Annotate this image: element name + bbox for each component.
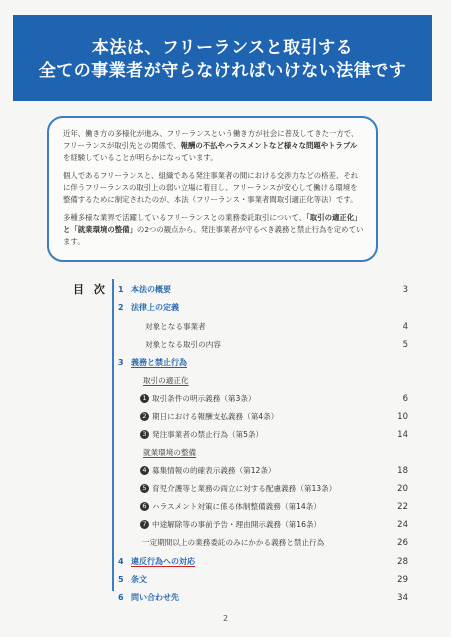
circled-number-icon: 4 [140,466,149,475]
toc-heading: 目 次 [73,283,108,296]
toc-item-page: 6 [402,394,408,404]
toc-item-page: 22 [397,502,408,512]
toc-item-page: 29 [397,575,408,585]
toc-item-page: 20 [397,484,408,494]
toc-item-label: 期日における報酬支払義務（第4条） [152,412,279,421]
toc-item-page: 3 [402,285,408,295]
page-number: 2 [222,614,229,623]
toc-item-3[interactable] [118,356,408,370]
banner-line-2: 全ての事業者が守らなければいけない法律です [38,61,407,81]
banner-line-1: 本法は、フリーランスと取引する [91,38,354,58]
toc-item-label: 取引条件の明示義務（第3条） [152,394,256,403]
toc-item-target-business[interactable] [145,320,408,334]
toc-item-5[interactable] [118,573,408,587]
toc-item-label: 対象となる取引の内容 [145,340,221,349]
intro-p1-bold: 報酬の不払やハラスメントなど様々な問題やトラブル [180,141,358,150]
toc-item-page: 18 [397,466,408,476]
toc-section-label: 取引の適正化 [143,376,189,385]
toc-item-label: 問い合わせ先 [131,593,179,602]
toc-item-label: 一定期間以上の業務委託のみにかかる義務と禁止行為 [142,538,325,547]
toc-item-art12[interactable] [140,464,408,478]
toc-item-art3[interactable] [140,392,408,406]
toc-item-1[interactable] [118,283,408,297]
toc-item-6[interactable] [118,591,408,605]
toc-item-page: 24 [397,520,408,530]
toc-item-label: 違反行為への対応 [131,557,195,566]
circled-number-icon: 6 [140,502,149,511]
toc-item-2[interactable] [118,301,408,315]
toc-item-page: 14 [397,430,408,440]
toc-item-label: 中途解除等の事前予告・理由開示義務（第16条） [152,520,322,529]
toc-item-label: 育児介護等と業務の両立に対する配慮義務（第13条） [152,484,337,493]
toc-item-label: 対象となる事業者 [145,322,206,331]
toc-item-4[interactable] [118,555,408,569]
circled-number-icon: 3 [140,430,149,439]
circled-number-icon: 7 [140,520,149,529]
circled-number-icon: 5 [140,484,149,493]
intro-p1-text-c: を経験していることが明らかになっています。 [63,153,218,162]
intro-p1-text-a: 近年、働き方の多様化が進み、フリーランスという働き方が社会に普及してきた一方で、フリーランスが取引先との関係で、 [63,129,359,150]
toc-item-label: 義務と禁止行為 [131,358,187,367]
toc-divider [112,279,114,591]
toc-item-long-term[interactable] [142,536,408,550]
toc-item-page: 28 [397,557,408,567]
toc-item-number: 2 [118,303,124,312]
intro-p3-text-a: 多種多様な業界で活躍しているフリーランスとの業務委託取引について、 [63,213,307,222]
title-banner [13,15,432,101]
toc-item-label: 法律上の定義 [131,303,179,312]
intro-p3-text-c: の2つの観点から、発注事業者が守るべき義務と禁止行為を定めています。 [63,225,364,246]
toc-item-page: 4 [402,322,408,332]
intro-paragraph-1 [63,128,364,164]
toc-item-art13[interactable] [140,482,408,496]
toc-item-label: ハラスメント対策に係る体制整備義務（第14条） [152,502,321,511]
toc-item-label: 本法の概要 [131,285,171,294]
toc-item-target-transaction[interactable] [145,338,408,352]
toc-item-number: 6 [118,593,124,602]
intro-paragraph-3 [63,212,364,248]
toc-item-number: 1 [118,285,124,294]
toc-item-number: 3 [118,358,124,367]
intro-p3-bold: 「取引の適正化」と「就業環境の整備」 [63,213,362,234]
toc-item-art4[interactable] [140,410,408,424]
toc-item-label: 条文 [131,575,147,584]
toc-item-page: 34 [397,593,408,603]
toc-item-art16[interactable] [140,518,408,532]
circled-number-icon: 1 [140,394,149,403]
toc-item-art5[interactable] [140,428,408,442]
toc-section-transaction[interactable] [143,374,433,388]
toc-item-page: 10 [397,412,408,422]
toc-section-work-env[interactable] [143,446,433,460]
toc-item-number: 4 [118,557,124,566]
toc-item-art14[interactable] [140,500,408,514]
toc-item-page: 26 [397,538,408,548]
toc-item-page: 5 [402,340,408,350]
intro-box [47,116,378,262]
intro-paragraph-2: 個人であるフリーランスと、組織である発注事業者の間における交渉力などの格差、それに伴うフリーランスの取引上の弱い立場に着目し、フリーランスが安心して働ける環境を整備するために制定されたのが、本法（フリーランス・事業者間取引適正化等法）です。 [63,171,359,204]
toc-item-label: 発注事業者の禁止行為（第5条） [152,430,264,439]
toc-item-number: 5 [118,575,124,584]
toc-section-label: 就業環境の整備 [143,448,197,457]
circled-number-icon: 2 [140,412,149,421]
toc-item-label: 募集情報の的確表示義務（第12条） [152,466,276,475]
